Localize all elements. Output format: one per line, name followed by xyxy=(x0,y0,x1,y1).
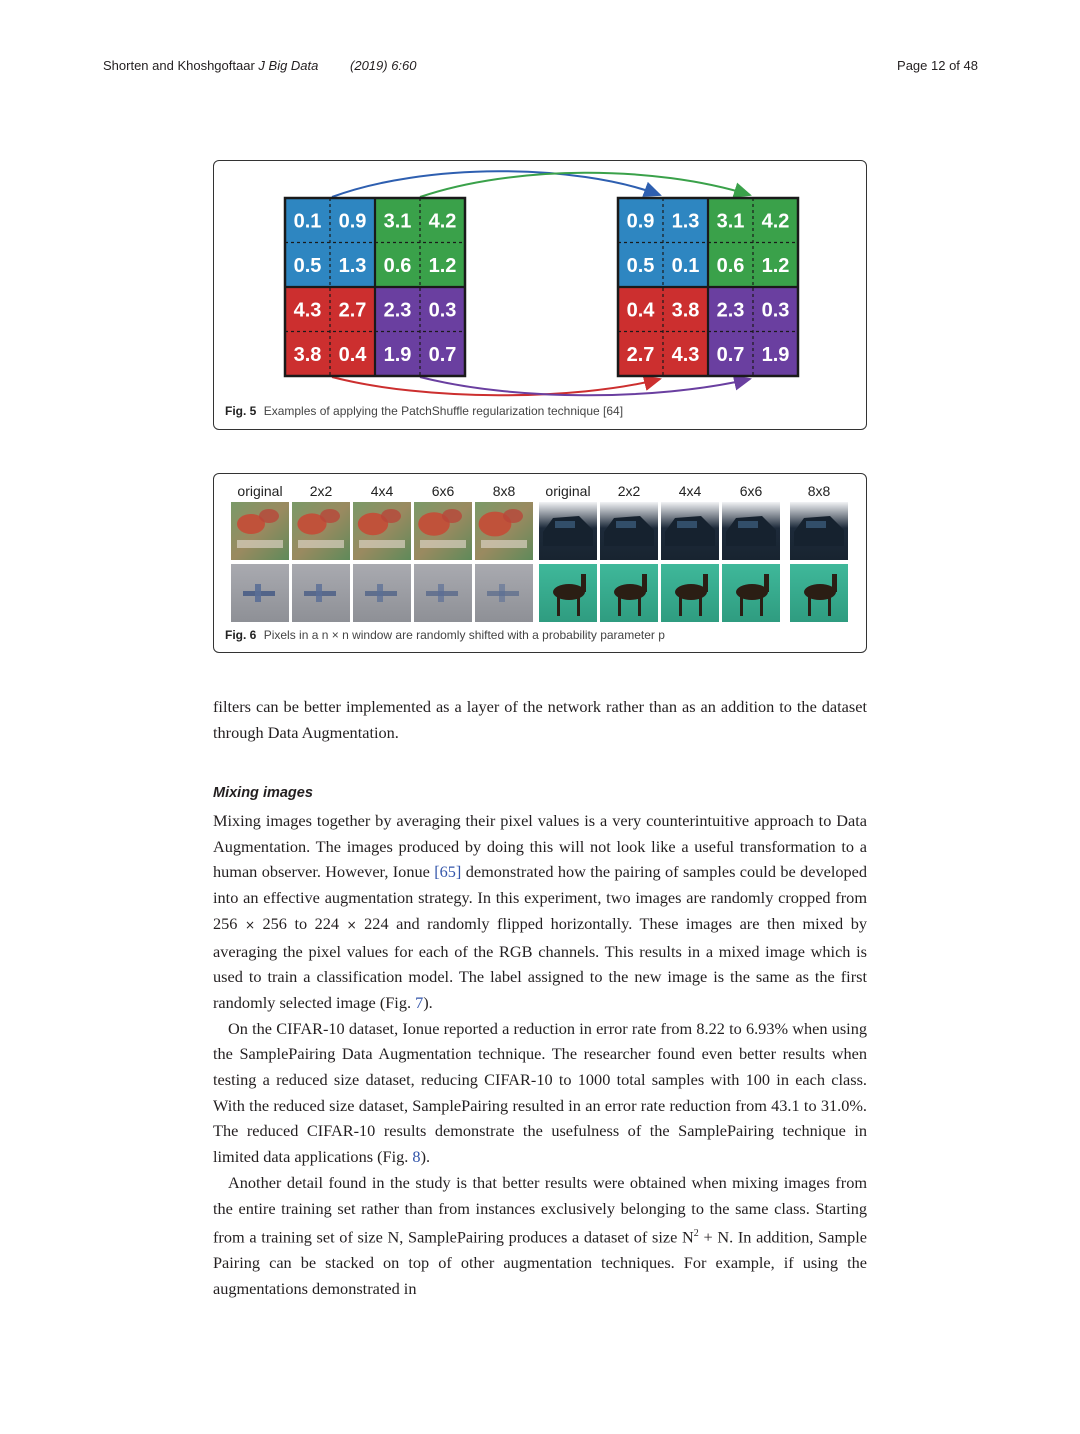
grid-right-cell-value: 0.7 xyxy=(716,343,745,366)
column-label: original xyxy=(545,483,591,499)
paragraph-filters: filters can be better implemented as a layer of the network rather than as an addition to the dataset through Data Augmentation. xyxy=(213,697,867,742)
grid-left-cell-value: 0.4 xyxy=(338,343,367,366)
arrow-red xyxy=(332,377,660,395)
grid-left-cell-value: 1.9 xyxy=(383,343,412,366)
figure-5 xyxy=(213,160,867,430)
grid-shuffled xyxy=(618,198,798,376)
figure-link-7[interactable]: 7 xyxy=(415,992,424,1012)
grid-right-cell-value: 0.4 xyxy=(626,299,655,322)
bird-thumbnail xyxy=(475,502,533,560)
deer-thumbnail xyxy=(790,564,848,622)
car-thumbnail xyxy=(539,502,597,560)
grid-right-cell-value: 0.9 xyxy=(626,210,655,233)
grid-left-cell-value: 1.2 xyxy=(428,254,457,277)
car-thumbnail xyxy=(722,502,780,560)
page-number: Page 12 of 48 xyxy=(897,58,978,73)
grid-right-cell-value: 2.3 xyxy=(716,299,745,322)
plane-thumbnail xyxy=(475,564,533,622)
plane-thumbnail xyxy=(231,564,289,622)
column-label: 6x6 xyxy=(739,483,763,499)
grid-right-cell-value: 1.9 xyxy=(761,343,790,366)
grid-left-cell-value: 0.3 xyxy=(428,299,457,322)
grid-left-cell-value: 0.9 xyxy=(338,210,367,233)
figure-6-caption-text: Pixels in a n × n window are randomly shifted with a probability parameter p xyxy=(263,628,665,642)
grid-right-cell-value: 4.3 xyxy=(671,343,700,366)
grid-right-cell-value: 1.3 xyxy=(671,210,700,233)
grid-left-cell-value: 4.3 xyxy=(293,299,322,322)
arrow-blue xyxy=(332,171,660,197)
grid-right-cell-value: 4.2 xyxy=(761,210,790,233)
car-thumbnail xyxy=(790,502,848,560)
grid-right-cell-value: 3.1 xyxy=(716,210,745,233)
section-body xyxy=(213,808,867,1302)
deer-thumbnail xyxy=(661,564,719,622)
paragraph-3: Another detail found in the study is that better results were obtained when mixing images from the entire training set rather than from instances exclusively belonging to the same class. Starting from a training set of size N, SamplePairing produces a dataset of size $N^2 + N$. In addition, Sample Pairing can be stacked on top of other augmentation techniques. For example, if using the augmentations demonstrated in xyxy=(213,1172,868,1299)
paragraph-1: Mixing images together by averaging their pixel values is a very counterintuitive approach to Data Augmentation. The images produced by doing this will not look like a useful transformation to a human observer. However, Ionue [65] demonstrated how the pairing of samples could be developed into an effective augmentation strategy. In this experiment, two images are randomly cropped from 256 × 256 to 224 × 224 and randomly flipped horizontally. These images are then mixed by averaging the pixel values for each of the RGB channels. This results in a mixed image which is used to train a classification model. The label assigned to the new image is the same as the first randomly selected image (Fig. 7). xyxy=(213,811,868,1012)
deer-thumbnail xyxy=(539,564,597,622)
grid-left-cell-value: 4.2 xyxy=(428,210,457,233)
grid-left-cell-value: 2.3 xyxy=(383,299,412,322)
column-label: original xyxy=(237,483,283,499)
running-header xyxy=(103,58,417,73)
paragraph-2: On the CIFAR-10 dataset, Ionue reported a reduction in error rate from 8.22 to 6.93% when using the SamplePairing Data Augmentation technique. The researcher found even better results when testing a reduced size dataset, reducing CIFAR-10 to 1000 total samples with 100 in each class. With the reduced size dataset, SamplePairing resulted in an error rate reduction from 43.1 to 31.0%. The reduced CIFAR-10 results demonstrate the usefulness of the SamplePairing technique in limited data applications (Fig. 8). xyxy=(213,1018,867,1167)
grid-left-cell-value: 3.1 xyxy=(383,210,412,233)
grid-right-cell-value: 0.1 xyxy=(671,254,700,277)
figure-6-label: Fig. 6 xyxy=(225,628,257,642)
pixel-shift-examples xyxy=(214,474,866,624)
car-thumbnail xyxy=(600,502,658,560)
plane-thumbnail xyxy=(292,564,350,622)
figure-6-caption xyxy=(225,628,665,642)
figure-link-8[interactable]: 8 xyxy=(412,1147,421,1167)
patchshuffle-diagram xyxy=(214,161,866,401)
grid-left-cell-value: 0.1 xyxy=(293,210,322,233)
bird-thumbnail xyxy=(292,502,350,560)
section-title: Mixing images xyxy=(213,785,313,801)
column-label: 2x2 xyxy=(617,483,641,499)
column-label: 4x4 xyxy=(678,483,702,499)
plane-thumbnail xyxy=(414,564,472,622)
grid-left-cell-value: 0.7 xyxy=(428,343,457,366)
figure-5-caption-text: Examples of applying the PatchShuffle regularization technique [64] xyxy=(263,404,624,418)
bird-thumbnail xyxy=(414,502,472,560)
grid-right-cell-value: 2.7 xyxy=(626,343,655,366)
column-label: 8x8 xyxy=(807,483,831,499)
car-thumbnail xyxy=(661,502,719,560)
column-label: 2x2 xyxy=(309,483,333,499)
deer-thumbnail xyxy=(722,564,780,622)
header-journal: J Big Data xyxy=(258,58,319,73)
grid-right-cell-value: 0.3 xyxy=(761,299,790,322)
grid-right-cell-value: 0.6 xyxy=(716,254,745,277)
citation-link-65[interactable]: [65] xyxy=(434,862,462,882)
header-authors: Shorten and Khoshgoftaar xyxy=(103,58,255,73)
figure-6 xyxy=(213,473,867,653)
column-label: 8x8 xyxy=(492,483,516,499)
grid-left-cell-value: 2.7 xyxy=(338,299,367,322)
grid-left-cell-value: 0.5 xyxy=(293,254,322,277)
figure-5-caption xyxy=(225,404,623,418)
deer-thumbnail xyxy=(600,564,658,622)
grid-right-cell-value: 1.2 xyxy=(761,254,790,277)
bird-thumbnail xyxy=(231,502,289,560)
column-label: 4x4 xyxy=(370,483,394,499)
grid-left-cell-value: 3.8 xyxy=(293,343,322,366)
grid-right-cell-value: 3.8 xyxy=(671,299,700,322)
grid-left-cell-value: 1.3 xyxy=(338,254,367,277)
figure-5-label: Fig. 5 xyxy=(225,404,257,418)
plane-thumbnail xyxy=(353,564,411,622)
grid-original xyxy=(285,198,465,376)
bird-thumbnail xyxy=(353,502,411,560)
column-label: 6x6 xyxy=(431,483,455,499)
grid-left-cell-value: 0.6 xyxy=(383,254,412,277)
grid-right-cell-value: 0.5 xyxy=(626,254,655,277)
header-citation: (2019) 6:60 xyxy=(350,58,417,73)
